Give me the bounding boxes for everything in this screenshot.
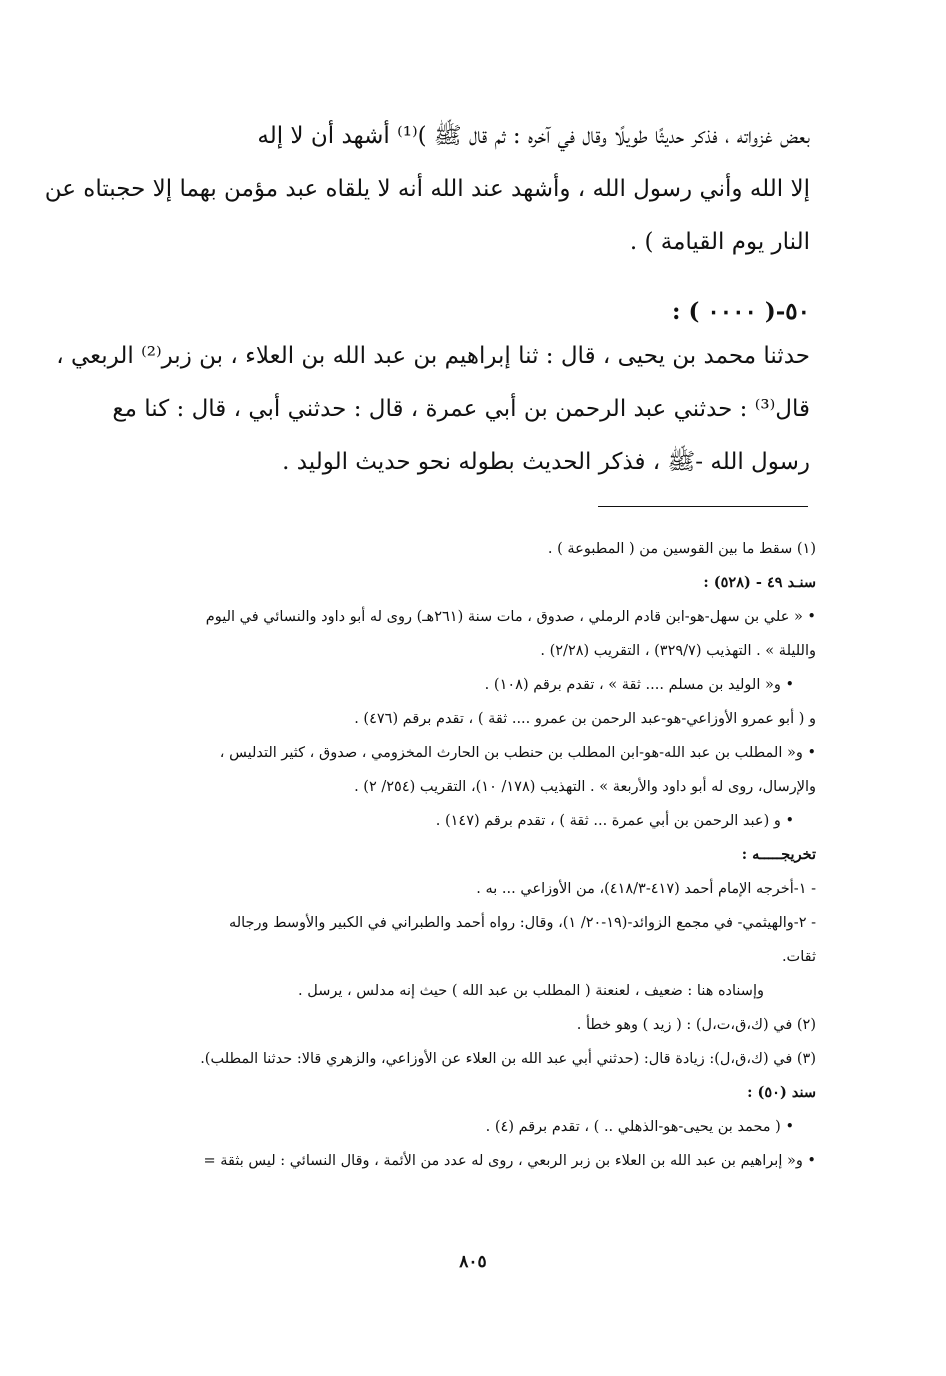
sanad-49-entry: • و« الوليد بن مسلم .... ثقة » ، تقدم برقم (١٠٨) . xyxy=(484,677,794,693)
sanad-49-entry: • و (عبد الرحمن بن أبي عمرة ... ثقة ) ، تقدم برقم (١٤٧) . xyxy=(435,813,794,829)
sanad-49-entry: • « علي بن سهل-هو-ابن قادم الرملي ، صدوق ، مات سنة (٢٦١هـ) روى له أبو داود والنسائي في اليوم xyxy=(205,609,816,625)
takhrij-entry: ثقات. xyxy=(781,949,816,965)
main-text-continuation xyxy=(44,110,810,269)
sanad-49-entry: • و« المطلب بن عبد الله-هو-ابن المطلب بن حنطب بن الحارث المخزومي ، صدوق ، كثير التدليس ، xyxy=(219,745,816,761)
sanad-50-entry: • ( محمد بن يحيى-هو-الذهلي .. ) ، تقدم برقم (٤) . xyxy=(485,1119,794,1135)
hadith-50-line: قال⁽³⁾ : حدثني عبد الرحمن بن أبي عمرة ، قال : حدثني أبي ، قال : كنا مع xyxy=(112,396,810,422)
footnote-1: (١) سقط ما بين القوسين من ( المطبوعة ) . xyxy=(547,541,816,557)
sanad-49-entry: والإرسال، روى له أبو داود والأربعة » . التهذيب (١٧٨/ ١٠)، التقريب (٢٥٤/ ٢) . xyxy=(354,779,816,795)
sanad-49-heading: سنـد ٤٩ - (٥٢٨) : xyxy=(703,574,816,591)
takhrij-verdict: وإسناده هنا : ضعيف ، لعنعنة ( المطلب بن عبد الله ) حيث إنه مدلس ، يرسل . xyxy=(298,983,764,999)
footnote-separator xyxy=(598,506,808,507)
takhrij-entry: - ٢-والهيثمي- في مجمع الزوائد-(١٩-٢٠/ ١)، وقال: رواه أحمد والطبراني في الكبير والأوسط ورجاله xyxy=(228,915,816,931)
hadith-50-line: حدثنا محمد بن يحيى ، قال : ثنا إبراهيم بن عبد الله بن العلاء ، بن زبر⁽²⁾ الربعي ، xyxy=(56,343,810,369)
sanad-50-heading: سند (٥٠) : xyxy=(747,1084,816,1101)
footnote-2: (٢) في (ك،ق،ت،ل) : ( زيد ) وهو خطأ . xyxy=(576,1017,816,1033)
sanad-49-entry: و ( أبو عمرو الأوزاعي-هو-عبد الرحمن بن عمرو .... ثقة ) ، تقدم برقم (٤٧٦) . xyxy=(354,711,816,727)
takhrij-heading: تخريجـــــه : xyxy=(741,846,816,863)
hadith-50-text xyxy=(56,330,810,489)
sanad-49-entry: والليلة » . التهذيب (٣٢٩/٧) ، التقريب (٢/٢٨) . xyxy=(540,643,816,659)
sanad-50-entry: • و« إبراهيم بن عبد الله بن العلاء بن زبر الربعي ، روى له عدد من الأئمة ، وقال النسائي : ليس بثقة = xyxy=(203,1153,816,1169)
hadith-50-line: رسول الله -ﷺ ، فذكر الحديث بطوله نحو حديث الوليد . xyxy=(282,449,810,475)
page-number: ٨٠٥ xyxy=(459,1252,487,1272)
main-text-line: بعض غزواته ، فذكر حديثًا طويلًا وقال في آخره : ثم قال ﷺ )⁽¹⁾ أشهد أن لا إله xyxy=(257,123,810,149)
footnotes-section xyxy=(131,532,816,1178)
main-text-line: إلا الله وأني رسول الله ، وأشهد عند الله أنه لا يلقاه عبد مؤمن بهما إلا حجبتاه عن xyxy=(44,176,810,202)
hadith-50-heading: ٥٠-( ٠٠٠٠ ) : xyxy=(672,298,810,325)
takhrij-entry: - ١-أخرجه الإمام أحمد (٤١٧-٤١٨/٣)، من الأوزاعي ... به . xyxy=(476,881,816,897)
main-text-line: النار يوم القيامة ) . xyxy=(629,229,810,255)
footnote-3: (٣) في (ك،ق،ل): زيادة قال: (حدثني أبي عبد الله بن العلاء عن الأوزاعي، والزهري قالا: حدثنا المطلب). xyxy=(200,1051,816,1067)
